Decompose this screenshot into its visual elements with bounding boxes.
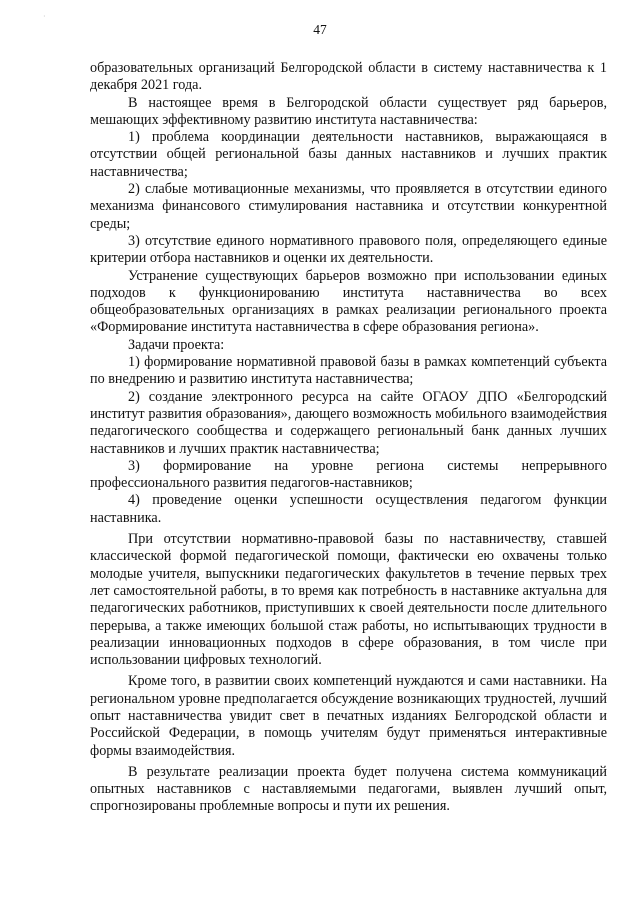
paragraph-competencies: Кроме того, в развитии своих компетенций нуждаются и сами наставники. На региональном уровне предполагается обсуждение возникающих трудностей, лучший опыт наставничества увидит свет в печатных изданиях Белгородской области и Российской Федерации, в помощь учителям будут применяться интерактивные формы взаимодействия.: [90, 673, 607, 759]
list-item-task-1: 1) формирование нормативной правовой базы в рамках компетенций субъекта по внедрению и развитию института наставничества;: [90, 354, 607, 388]
list-item-barrier-1: 1) проблема координации деятельности наставников, выражающаяся в отсутствии общей региональной базы данных наставников и лучших практик наставничества;: [90, 129, 607, 180]
tasks-heading: Задачи проекта:: [128, 336, 225, 353]
page-number: 47: [313, 22, 327, 37]
document-body: [90, 60, 607, 816]
list-item-task-3: 3) формирование на уровне региона системы непрерывного профессионального развития педагогов-наставников;: [90, 457, 607, 492]
paragraph-absence: При отсутствии нормативно-правовой базы по наставничеству, ставшей классической формой педагогической помощи, фактически ею охвачены только молодые учителя, выпускники педагогических факультетов в течение первых трех лет самостоятельной работы, в то время как потребность в наставнике актуальна для педагогических работников, приступивших к своей деятельности после длительного перерыва, а также имеющих большой стаж работы, но испытывающих трудности в реализации инновационных подходов в сфере образования, в том числе при использовании цифровых технологий.: [90, 531, 607, 669]
list-item-task-2: 2) создание электронного ресурса на сайте ОГАОУ ДПО «Белгородский институт развития образования», дающего возможность мобильного взаимодействия педагогического сообщества и содержащего региональный банк данных лучших наставников и лучших практик наставничества;: [90, 388, 607, 457]
paragraph-result: В результате реализации проекта будет получена система коммуникаций опытных наставников с наставляемыми педагогами, выявлен лучший опыт, спрогнозированы проблемные вопросы и пути их решения.: [90, 763, 607, 815]
paragraph-1: образовательных организаций Белгородской области в систему наставничества к 1 декабря 2021 года.: [90, 60, 607, 94]
list-item-barrier-2: 2) слабые мотивационные механизмы, что проявляется в отсутствии единого механизма финансового стимулирования наставника и отсутствии конкурентной среды;: [90, 181, 607, 232]
list-item-barrier-3: 3) отсутствие единого нормативного правового поля, определяющего единые критерии отбора наставников и оценки их деятельности.: [90, 232, 607, 267]
paragraph-solution: Устранение существующих барьеров возможно при использовании единых подходов к функционированию института наставничества во всех общеобразовательных организациях в рамках реализации регионального проекта «Формирование института наставничества в сфере образования региона».: [90, 267, 607, 336]
list-item-task-4: 4) проведение оценки успешности осуществления педагогом функции наставника.: [90, 492, 607, 526]
paragraph-2: В настоящее время в Белгородской области существует ряд барьеров, мешающих эффективному развитию института наставничества:: [90, 94, 607, 128]
scan-artifact: ·: [43, 12, 46, 21]
